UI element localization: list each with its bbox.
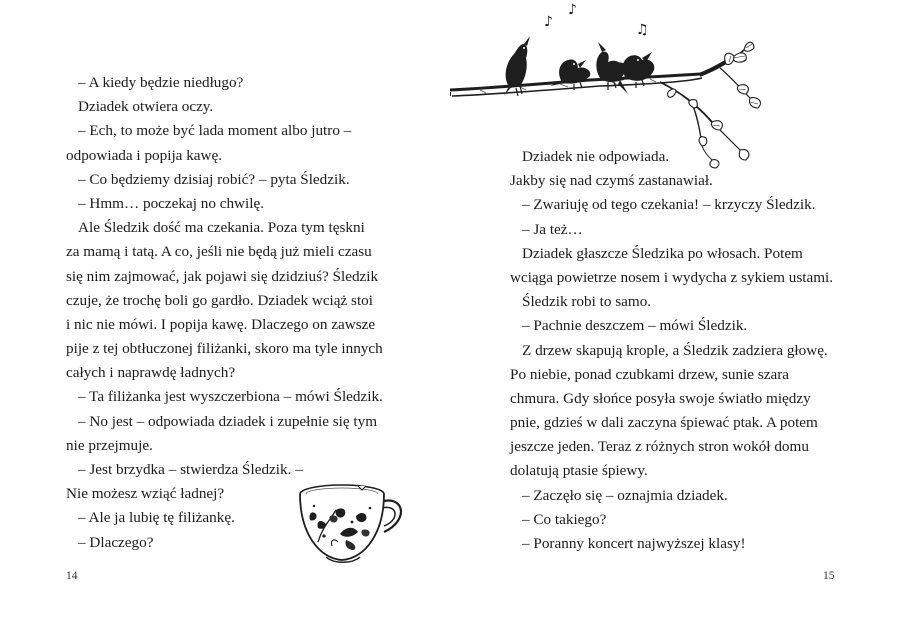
text-line: odpowiada i popija kawę.	[66, 146, 223, 164]
text-line: jeszcze jeden. Teraz z różnych stron wokół domu	[510, 438, 809, 456]
text-line: – Zwariuję od tego czekania! – krzyczy Śledzik.	[522, 196, 816, 214]
svg-text:♪: ♪	[568, 2, 577, 18]
text-line: Dziadek głaszcze Śledzika po włosach. Potem	[522, 244, 803, 262]
text-line: za mamą i tatą. A co, jeśli nie będą już mieli czasu	[66, 243, 372, 261]
svg-text:♫: ♫	[636, 22, 649, 38]
text-line: się nim zajmować, jak pojawi się dzidziuś? Śledzik	[66, 267, 379, 285]
text-line: – Ta filiżanka jest wyszczerbiona – mówi Śledzik.	[78, 388, 383, 406]
text-line: wciąga powietrze nosem i wydycha z sykiem ustami.	[510, 268, 834, 286]
page-number-right: 15	[823, 570, 835, 582]
text-line: Po niebie, ponad czubkami drzew, sunie szara	[510, 365, 790, 383]
text-line: chmura. Gdy słońce posyła swoje światło między	[510, 389, 811, 407]
text-line: – Co będziemy dzisiaj robić? – pyta Śledzik.	[78, 170, 350, 188]
text-line: – No jest – odpowiada dziadek i zupełnie się tym	[78, 412, 378, 430]
text-line: – Pachnie deszczem – mówi Śledzik.	[522, 317, 748, 335]
text-line: – Ale ja lubię tę filiżankę.	[78, 509, 235, 527]
text-line: Ale Śledzik dość ma czekania. Poza tym tęskni	[78, 219, 365, 237]
text-line: Śledzik robi to samo.	[522, 293, 652, 311]
text-line: – Hmm… poczekaj no chwilę.	[78, 194, 264, 212]
text-line: Nie możesz wziąć ładnej?	[66, 485, 225, 503]
text-line: – A kiedy będzie niedługo?	[78, 74, 244, 91]
chipped-teacup-icon	[296, 480, 412, 564]
text-line: całych i naprawdę ładnych?	[66, 364, 236, 382]
text-line: – Dlaczego?	[78, 533, 154, 551]
text-line: pnie, gdzieś w dali zaczyna śpiewać ptak. A potem	[510, 414, 818, 432]
text-line: Dziadek otwiera oczy.	[78, 98, 214, 116]
text-line: czuje, że trochę boli go gardło. Dziadek wciąż stoi	[66, 291, 373, 309]
text-line: – Jest brzydka – stwierdza Śledzik. –	[78, 461, 303, 478]
text-line: – Ja też…	[522, 220, 583, 238]
page-number-left: 14	[66, 570, 78, 582]
text-line: Dziadek nie odpowiada.	[522, 148, 670, 165]
text-line: nie przejmuje.	[66, 436, 153, 454]
right-page	[450, 0, 900, 630]
text-line: Z drzew skapują krople, a Śledzik zadziera głowę.	[522, 341, 828, 359]
right-page-text	[510, 145, 833, 556]
svg-text:♪: ♪	[544, 14, 553, 30]
text-line: – Zaczęło się – oznajmia dziadek.	[522, 486, 728, 504]
text-line: Jakby się nad czymś zastanawiał.	[510, 172, 713, 190]
text-line: i nic nie mówi. I popija kawę. Dlaczego on zawsze	[66, 315, 376, 333]
text-line: – Poranny koncert najwyższej klasy!	[522, 535, 746, 552]
text-line: – Ech, to może być lada moment albo jutro –	[78, 122, 352, 140]
text-line: pije z tej obtłuczonej filiżanki, skoro ma tyle innych	[66, 340, 383, 358]
text-line: – Co takiego?	[522, 510, 607, 528]
text-line: dolatują ptasie śpiewy.	[510, 462, 648, 480]
